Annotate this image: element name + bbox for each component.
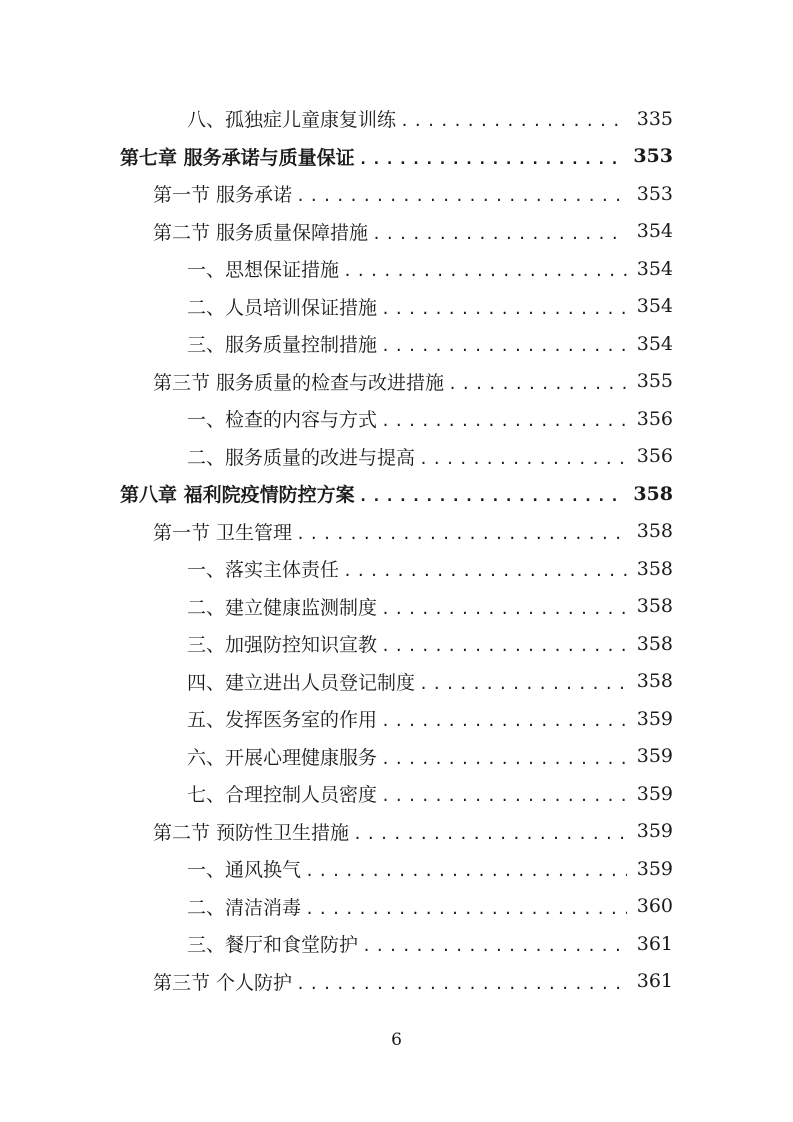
toc-leader-dots [305,896,627,917]
toc-section-entry[interactable] [0,363,793,401]
toc-entry-title: 三、餐厅和食堂防护 [187,934,359,957]
toc-entry-title: 第八章 福利院疫情防控方案 [120,484,355,507]
toc-leader-dots [381,596,627,617]
toc-leader-dots [419,446,627,467]
toc-entry-page: 358 [636,557,673,580]
toc-entry[interactable] [0,588,793,626]
toc-entry-title: 二、建立健康监测制度 [187,596,378,619]
toc-leader-dots [381,408,627,429]
toc-leader-dots [296,183,627,204]
toc-entry[interactable] [0,325,793,363]
toc-entry-page: 361 [636,970,673,993]
toc-leader-dots [419,671,627,692]
toc-entry[interactable] [0,738,793,776]
toc-entry-page: 358 [636,595,673,618]
toc-leader-dots [448,371,627,392]
toc-leader-dots [296,971,627,992]
toc-entry-page: 353 [633,145,673,168]
toc-entry-title: 第七章 服务承诺与质量保证 [120,146,355,169]
toc-leader-dots [381,296,627,317]
toc-section-entry[interactable] [0,213,793,251]
toc-entry[interactable] [0,438,793,476]
toc-entry[interactable] [0,925,793,963]
toc-leader-dots [359,146,624,167]
toc-section-entry[interactable] [0,175,793,213]
toc-section-entry[interactable] [0,513,793,551]
toc-leader-dots [343,558,627,579]
toc-entry-title: 一、思想保证措施 [187,259,340,282]
toc-entry-title: 第一节 卫生管理 [153,521,293,544]
toc-entry[interactable] [0,400,793,438]
toc-leader-dots [400,108,627,129]
toc-entry-page: 358 [636,670,673,693]
toc-entry-title: 一、通风换气 [187,859,302,882]
toc-entry-page: 359 [636,857,673,880]
toc-entry-page: 361 [636,932,673,955]
toc-leader-dots [343,258,627,279]
toc-entry-page: 359 [636,745,673,768]
toc-entry-page: 359 [636,707,673,730]
toc-entry-page: 358 [633,482,673,505]
toc-entry-title: 一、检查的内容与方式 [187,409,378,432]
toc-leader-dots [381,746,627,767]
toc-entry-title: 一、落实主体责任 [187,559,340,582]
toc-section-entry[interactable] [0,963,793,1001]
toc-entry[interactable] [0,775,793,813]
toc-leader-dots [305,858,627,879]
toc-entry[interactable] [0,250,793,288]
toc-entry[interactable] [0,663,793,701]
toc-leader-dots [353,821,627,842]
toc-entry-title: 第一节 服务承诺 [153,184,293,207]
toc-entry-title: 二、人员培训保证措施 [187,296,378,319]
table-of-contents [0,100,793,1000]
toc-entry-title: 第二节 预防性卫生措施 [153,821,350,844]
toc-entry-title: 第三节 个人防护 [153,971,293,994]
toc-entry-title: 第三节 服务质量的检查与改进措施 [153,371,445,394]
toc-entry-page: 359 [636,820,673,843]
page-number: 6 [391,1030,402,1050]
toc-entry-title: 二、服务质量的改进与提高 [187,446,416,469]
toc-leader-dots [359,483,624,504]
toc-entry-title: 七、合理控制人员密度 [187,784,378,807]
toc-entry-title: 三、加强防控知识宣教 [187,634,378,657]
toc-entry-page: 335 [636,107,673,130]
toc-entry[interactable] [0,625,793,663]
toc-entry[interactable] [0,700,793,738]
toc-entry-title: 第二节 服务质量保障措施 [153,221,369,244]
toc-entry-title: 八、孤独症儿童康复训练 [187,109,397,132]
toc-entry[interactable] [0,888,793,926]
toc-chapter-entry[interactable] [0,475,793,513]
toc-leader-dots [362,933,627,954]
toc-leader-dots [381,333,627,354]
toc-entry-page: 358 [636,632,673,655]
toc-entry-page: 358 [636,520,673,543]
toc-leader-dots [381,783,627,804]
toc-entry[interactable] [0,100,793,138]
toc-entry-title: 五、发挥医务室的作用 [187,709,378,732]
toc-entry[interactable] [0,550,793,588]
toc-chapter-entry[interactable] [0,138,793,176]
toc-entry-page: 353 [636,182,673,205]
toc-entry[interactable] [0,850,793,888]
toc-entry-title: 二、清洁消毒 [187,896,302,919]
toc-entry[interactable] [0,288,793,326]
toc-entry-page: 355 [636,370,673,393]
toc-leader-dots [296,521,627,542]
toc-entry-page: 359 [636,782,673,805]
toc-leader-dots [381,633,627,654]
toc-entry-title: 六、开展心理健康服务 [187,746,378,769]
toc-section-entry[interactable] [0,813,793,851]
toc-entry-page: 356 [636,445,673,468]
toc-entry-page: 354 [636,257,673,280]
toc-leader-dots [372,221,627,242]
toc-leader-dots [381,708,627,729]
toc-entry-page: 356 [636,407,673,430]
toc-entry-page: 354 [636,220,673,243]
toc-entry-title: 四、建立进出人员登记制度 [187,671,416,694]
toc-entry-page: 354 [636,332,673,355]
toc-entry-page: 354 [636,295,673,318]
toc-entry-page: 360 [636,895,673,918]
toc-entry-title: 三、服务质量控制措施 [187,334,378,357]
